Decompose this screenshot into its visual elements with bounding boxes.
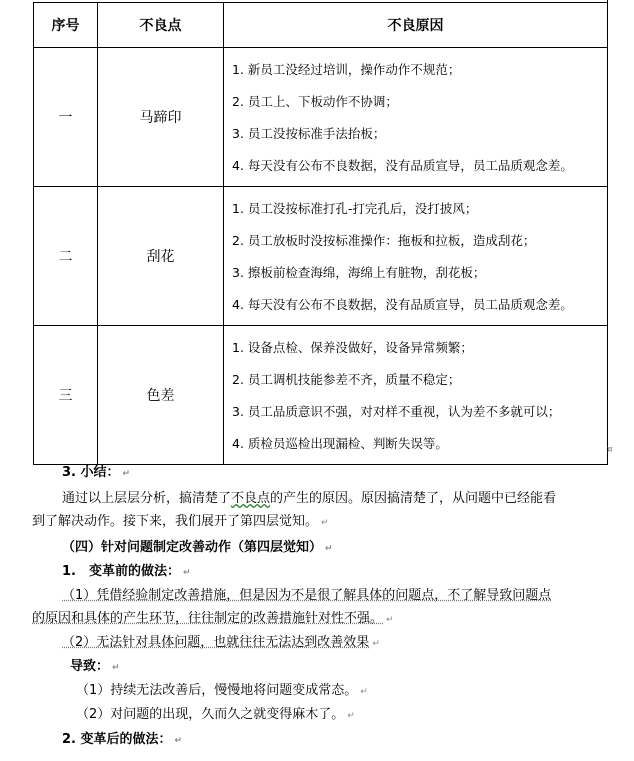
- table-header-row: [34, 3, 608, 48]
- paragraph-mark: ↵: [122, 469, 131, 479]
- cause-item: 1. 设备点检、保养没做好，设备异常频繁；: [232, 340, 473, 355]
- cause-item: 4. 每天没有公布不良数据，没有品质宣导，员工品质观念差。: [232, 297, 573, 312]
- table-row: [34, 48, 608, 187]
- table-row: [34, 326, 608, 465]
- summary-paragraph-line-1: 通过以上层层分析，搞清楚了不良点的产生的原因。原因搞清楚了，从问题中已经能看: [62, 491, 557, 506]
- cause-list: [224, 187, 608, 326]
- before-item-1-line-1: （1）凭借经验制定改善措施，但是因为不是很了解具体的问题点，不了解导致问题点: [62, 588, 552, 603]
- cause-item: 1. 员工没按标准打孔-打完孔后，没打披风；: [232, 201, 478, 216]
- cause-item: 3. 擦板前检查海绵，海绵上有脏物，刮花板；: [232, 265, 486, 280]
- row-end-marker: ¤: [607, 445, 613, 455]
- row-number: 一: [34, 48, 98, 187]
- paragraph-mark: ↵: [112, 663, 120, 673]
- before-item-1-line-2: 的原因和具体的产生环节，往往制定的改善措施针对性不强。 ↵: [32, 611, 394, 626]
- defect-cause-table: [33, 2, 608, 465]
- result-heading: 导致： ↵: [70, 659, 120, 674]
- paragraph-mark: ↵: [386, 615, 394, 625]
- defect-name: 马蹄印: [98, 48, 224, 187]
- before-item-2: （2）无法针对具体问题，也就往往无法达到改善效果 ↵: [62, 635, 380, 650]
- defect-name: 色差: [98, 326, 224, 465]
- result-item-2: （2）对问题的出现，久而久之就变得麻木了。 ↵: [76, 707, 355, 722]
- cause-item: 3. 员工没按标准手法抬板；: [232, 126, 386, 141]
- paragraph-mark: ↵: [321, 518, 329, 528]
- section-4-heading: （四）针对问题制定改善动作（第四层觉知） ↵: [62, 540, 333, 555]
- summary-heading: 3. 小结： ↵: [62, 465, 131, 480]
- header-cause: 不良原因: [224, 3, 608, 48]
- cause-item: 1. 新员工没经过培训，操作动作不规范；: [232, 62, 461, 77]
- header-number: 序号: [34, 3, 98, 48]
- cause-item: 4. 每天没有公布不良数据，没有品质宣导，员工品质观念差。: [232, 158, 573, 173]
- paragraph-mark: ↵: [182, 568, 191, 578]
- header-defect: 不良点: [98, 3, 224, 48]
- paragraph-mark: ↵: [372, 639, 380, 649]
- row-number: 三: [34, 326, 98, 465]
- after-heading: 2. 变革后的做法： ↵: [62, 732, 183, 747]
- summary-paragraph-line-2: 到了解决动作。接下来，我们展开了第四层觉知。 ↵: [32, 514, 329, 529]
- cause-item: 3. 员工品质意识不强，对对样不重视，认为差不多就可以；: [232, 404, 561, 419]
- cause-item: 2. 员工上、下板动作不协调；: [232, 94, 398, 109]
- paragraph-mark: ↵: [174, 736, 183, 746]
- table-row: [34, 187, 608, 326]
- defect-name: 刮花: [98, 187, 224, 326]
- paragraph-mark: ↵: [325, 544, 333, 554]
- cause-item: 4. 质检员巡检出现漏检、判断失误等。: [232, 436, 448, 451]
- paragraph-mark: ↵: [360, 687, 368, 697]
- before-heading: 1. 变革前的做法： ↵: [62, 564, 191, 579]
- row-number: 二: [34, 187, 98, 326]
- result-item-1: （1）持续无法改善后，慢慢地将问题变成常态。 ↵: [76, 683, 368, 698]
- cause-item: 2. 员工调机技能参差不齐，质量不稳定；: [232, 372, 461, 387]
- cause-list: [224, 326, 608, 465]
- cause-list: [224, 48, 608, 187]
- paragraph-mark: ↵: [347, 711, 355, 721]
- cause-item: 2. 员工放板时没按标准操作：拖板和拉板，造成刮花；: [232, 233, 536, 248]
